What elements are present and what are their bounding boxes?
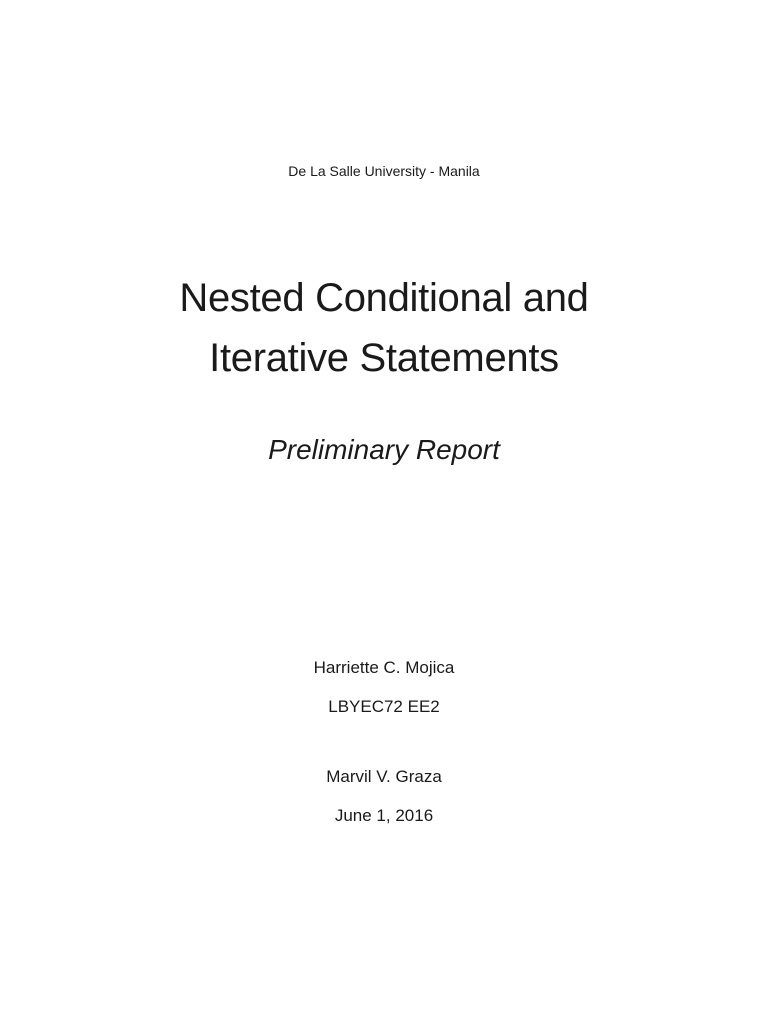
report-subtitle: Preliminary Report bbox=[268, 434, 500, 465]
report-title bbox=[0, 268, 768, 388]
report-title-line-2: Iterative Statements bbox=[209, 336, 559, 380]
institution-name: De La Salle University - Manila bbox=[288, 163, 480, 179]
instructor-name: Marvil V. Graza bbox=[326, 767, 442, 786]
report-title-line-1: Nested Conditional and bbox=[179, 276, 589, 320]
author-name: Harriette C. Mojica bbox=[313, 658, 455, 677]
course-code: LBYEC72 EE2 bbox=[328, 697, 440, 716]
report-date: June 1, 2016 bbox=[334, 806, 434, 825]
